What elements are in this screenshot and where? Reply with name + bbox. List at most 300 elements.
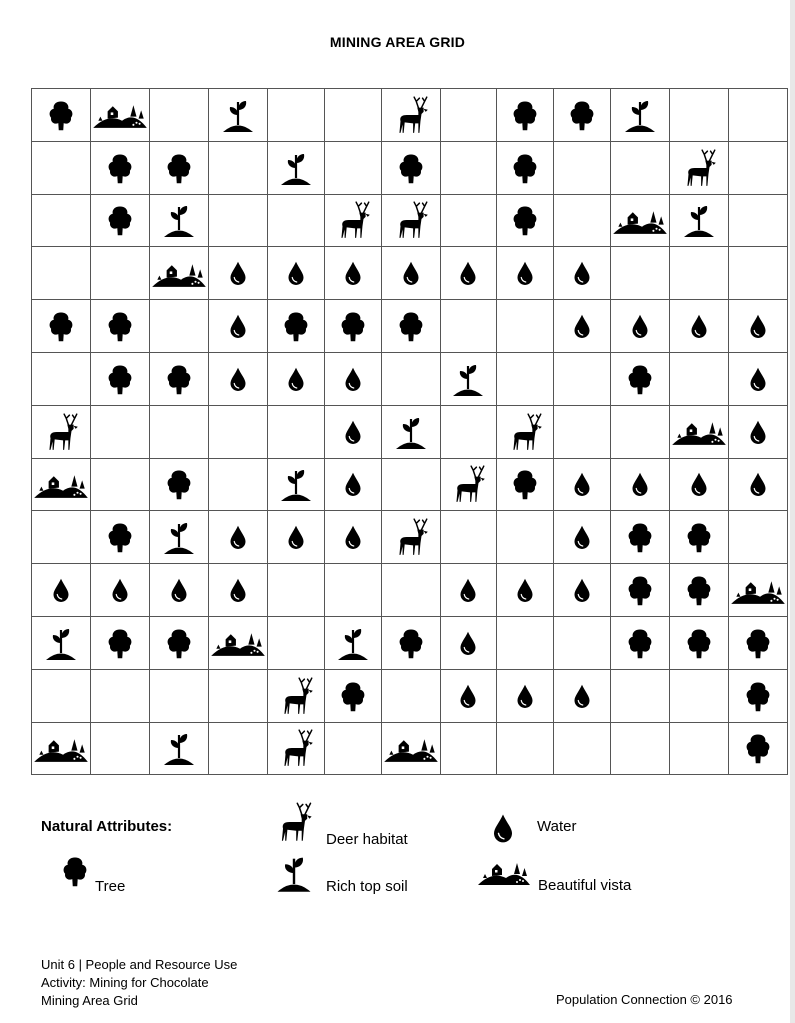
- grid-cell: [728, 722, 787, 775]
- legend-item-tree: [57, 852, 125, 895]
- grid-cell: [381, 616, 440, 669]
- legend-item-water: [485, 810, 576, 851]
- grid-cell: [324, 194, 381, 247]
- grid-cell: [381, 722, 440, 775]
- vista-icon: [150, 257, 208, 290]
- legend-item-soil: [272, 851, 408, 900]
- grid-cell: [324, 89, 381, 142]
- grid-cell: [324, 141, 381, 194]
- vista-icon: [729, 574, 787, 607]
- grid-cell: [324, 564, 381, 617]
- tree-icon: [91, 150, 149, 186]
- legend-label-tree: Tree: [95, 878, 126, 895]
- water-icon: [554, 681, 610, 711]
- tree-icon: [32, 308, 90, 344]
- deer-icon: [497, 411, 553, 453]
- tree-icon: [150, 150, 208, 186]
- grid-cell: [268, 247, 325, 300]
- grid-cell: [32, 89, 91, 142]
- grid-row: [32, 194, 788, 247]
- grid-cell: [554, 405, 611, 458]
- grid-cell: [32, 141, 91, 194]
- grid-cell: [209, 722, 268, 775]
- water-icon: [554, 311, 610, 341]
- grid-cell: [91, 722, 150, 775]
- tree-icon: [670, 519, 728, 555]
- grid-cell: [440, 352, 497, 405]
- grid-cell: [440, 511, 497, 564]
- tree-icon: [268, 308, 324, 344]
- water-icon: [497, 681, 553, 711]
- grid-cell: [669, 405, 728, 458]
- deer-icon: [32, 411, 90, 453]
- grid-cell: [669, 247, 728, 300]
- grid-cell: [91, 458, 150, 511]
- grid-cell: [324, 511, 381, 564]
- grid-cell: [268, 352, 325, 405]
- grid-cell: [728, 669, 787, 722]
- vista-icon: [209, 626, 267, 659]
- footer-unit: Unit 6 | People and Resource Use: [41, 957, 238, 972]
- grid-cell: [268, 458, 325, 511]
- grid-cell: [32, 352, 91, 405]
- grid-cell: [150, 511, 209, 564]
- grid-cell: [91, 564, 150, 617]
- water-icon: [150, 575, 208, 605]
- grid-cell: [497, 300, 554, 353]
- grid-cell: [150, 564, 209, 617]
- grid-cell: [497, 141, 554, 194]
- grid-cell: [669, 352, 728, 405]
- grid-cell: [268, 89, 325, 142]
- soil-icon: [150, 517, 208, 557]
- tree-icon: [325, 678, 381, 714]
- grid-cell: [497, 89, 554, 142]
- grid-cell: [610, 247, 669, 300]
- grid-row: [32, 722, 788, 775]
- water-icon: [325, 522, 381, 552]
- grid-cell: [324, 669, 381, 722]
- tree-icon: [91, 308, 149, 344]
- vista-icon: [32, 468, 90, 501]
- tree-icon: [670, 572, 728, 608]
- water-icon: [554, 575, 610, 605]
- tree-icon: [554, 97, 610, 133]
- tree-icon: [497, 466, 553, 502]
- water-icon: [729, 364, 787, 394]
- grid-cell: [728, 247, 787, 300]
- grid-cell: [91, 669, 150, 722]
- grid-cell: [554, 89, 611, 142]
- grid-cell: [554, 511, 611, 564]
- footer-info: [41, 956, 237, 1010]
- grid-cell: [209, 89, 268, 142]
- grid-cell: [610, 352, 669, 405]
- vista-icon: [476, 856, 532, 893]
- tree-icon: [670, 625, 728, 661]
- grid-cell: [324, 458, 381, 511]
- grid-cell: [440, 89, 497, 142]
- soil-icon: [325, 623, 381, 663]
- grid-cell: [150, 247, 209, 300]
- grid-cell: [268, 669, 325, 722]
- grid-cell: [728, 89, 787, 142]
- water-icon: [209, 311, 267, 341]
- vista-icon: [611, 204, 669, 237]
- legend-item-vista: [476, 855, 631, 894]
- grid-cell: [209, 352, 268, 405]
- water-icon: [209, 522, 267, 552]
- grid-row: [32, 405, 788, 458]
- grid-cell: [440, 564, 497, 617]
- grid-cell: [381, 669, 440, 722]
- water-icon: [611, 469, 669, 499]
- grid-cell: [209, 669, 268, 722]
- grid-cell: [440, 616, 497, 669]
- grid-cell: [610, 458, 669, 511]
- grid-cell: [150, 616, 209, 669]
- grid-cell: [554, 194, 611, 247]
- grid-cell: [150, 194, 209, 247]
- grid-cell: [91, 247, 150, 300]
- grid-row: [32, 511, 788, 564]
- grid-cell: [268, 405, 325, 458]
- grid-row: [32, 616, 788, 669]
- grid-row: [32, 352, 788, 405]
- water-icon: [485, 810, 521, 851]
- legend-label-soil: Rich top soil: [326, 878, 408, 895]
- soil-icon: [209, 95, 267, 135]
- grid-cell: [150, 669, 209, 722]
- grid-cell: [669, 141, 728, 194]
- grid-cell: [440, 458, 497, 511]
- grid-cell: [610, 722, 669, 775]
- deer-icon: [268, 727, 324, 769]
- grid-cell: [324, 300, 381, 353]
- water-icon: [497, 258, 553, 288]
- tree-icon: [91, 625, 149, 661]
- grid-cell: [497, 247, 554, 300]
- grid-cell: [209, 405, 268, 458]
- grid-cell: [497, 194, 554, 247]
- water-icon: [729, 417, 787, 447]
- grid-cell: [610, 300, 669, 353]
- water-icon: [670, 469, 728, 499]
- soil-icon: [268, 148, 324, 188]
- grid-cell: [381, 511, 440, 564]
- grid-cell: [728, 511, 787, 564]
- grid-cell: [91, 141, 150, 194]
- grid-cell: [610, 89, 669, 142]
- grid-row: [32, 669, 788, 722]
- grid-cell: [440, 300, 497, 353]
- grid-cell: [209, 247, 268, 300]
- grid-cell: [440, 247, 497, 300]
- water-icon: [91, 575, 149, 605]
- water-icon: [268, 258, 324, 288]
- grid-cell: [150, 352, 209, 405]
- page-edge: [790, 0, 795, 1023]
- grid-cell: [32, 511, 91, 564]
- mining-area-grid: [31, 88, 788, 775]
- deer-icon: [272, 800, 316, 849]
- grid-cell: [150, 405, 209, 458]
- grid-cell: [32, 300, 91, 353]
- soil-icon: [670, 200, 728, 240]
- grid-cell: [728, 405, 787, 458]
- soil-icon: [272, 851, 316, 900]
- vista-icon: [670, 415, 728, 448]
- grid-cell: [440, 722, 497, 775]
- grid-cell: [381, 458, 440, 511]
- grid-cell: [554, 458, 611, 511]
- deer-icon: [670, 147, 728, 189]
- water-icon: [441, 575, 497, 605]
- grid-cell: [728, 300, 787, 353]
- tree-icon: [57, 853, 93, 894]
- grid-cell: [91, 300, 150, 353]
- grid-cell: [497, 511, 554, 564]
- legend-label-deer: Deer habitat: [326, 831, 408, 848]
- grid-cell: [554, 141, 611, 194]
- grid-cell: [150, 89, 209, 142]
- grid-cell: [381, 141, 440, 194]
- tree-icon: [382, 150, 440, 186]
- water-icon: [670, 311, 728, 341]
- vista-icon: [382, 732, 440, 765]
- grid-cell: [497, 669, 554, 722]
- grid-cell: [91, 89, 150, 142]
- tree-icon: [91, 202, 149, 238]
- grid-cell: [381, 194, 440, 247]
- grid-cell: [381, 405, 440, 458]
- grid-cell: [150, 141, 209, 194]
- water-icon: [209, 364, 267, 394]
- grid-cell: [554, 352, 611, 405]
- tree-icon: [729, 730, 787, 766]
- grid-row: [32, 300, 788, 353]
- grid-cell: [209, 300, 268, 353]
- grid-cell: [610, 405, 669, 458]
- grid-cell: [610, 194, 669, 247]
- grid-cell: [381, 300, 440, 353]
- grid-cell: [32, 669, 91, 722]
- deer-icon: [325, 199, 381, 241]
- tree-icon: [150, 625, 208, 661]
- grid-row: [32, 564, 788, 617]
- water-icon: [554, 258, 610, 288]
- grid-row: [32, 141, 788, 194]
- water-icon: [554, 469, 610, 499]
- grid-cell: [32, 564, 91, 617]
- grid-cell: [209, 141, 268, 194]
- grid-cell: [268, 722, 325, 775]
- grid-cell: [32, 247, 91, 300]
- tree-icon: [382, 625, 440, 661]
- grid-cell: [497, 458, 554, 511]
- grid-cell: [728, 352, 787, 405]
- grid-cell: [669, 458, 728, 511]
- footer-activity: Activity: Mining for Chocolate: [41, 975, 209, 990]
- grid-cell: [440, 194, 497, 247]
- grid-cell: [669, 89, 728, 142]
- legend-title: Natural Attributes:: [41, 818, 173, 835]
- water-icon: [611, 311, 669, 341]
- tree-icon: [611, 572, 669, 608]
- legend-label-water: Water: [537, 818, 577, 835]
- grid-cell: [440, 669, 497, 722]
- grid-row: [32, 247, 788, 300]
- grid-cell: [91, 616, 150, 669]
- grid-cell: [554, 300, 611, 353]
- grid-cell: [554, 616, 611, 669]
- grid-cell: [381, 352, 440, 405]
- grid-cell: [440, 405, 497, 458]
- grid-cell: [150, 722, 209, 775]
- water-icon: [441, 681, 497, 711]
- grid-cell: [32, 616, 91, 669]
- grid-cell: [268, 616, 325, 669]
- water-icon: [32, 575, 90, 605]
- grid-cell: [381, 89, 440, 142]
- grid-cell: [728, 194, 787, 247]
- soil-icon: [268, 464, 324, 504]
- grid-cell: [91, 405, 150, 458]
- page-title: MINING AREA GRID: [329, 34, 466, 50]
- water-icon: [209, 575, 267, 605]
- tree-icon: [611, 625, 669, 661]
- grid-cell: [669, 722, 728, 775]
- grid-cell: [669, 300, 728, 353]
- grid-row: [32, 458, 788, 511]
- grid-cell: [728, 141, 787, 194]
- tree-icon: [497, 150, 553, 186]
- grid-cell: [268, 141, 325, 194]
- soil-icon: [32, 623, 90, 663]
- grid-cell: [497, 616, 554, 669]
- grid-cell: [209, 511, 268, 564]
- tree-icon: [32, 97, 90, 133]
- tree-icon: [729, 625, 787, 661]
- grid-cell: [32, 458, 91, 511]
- soil-icon: [150, 200, 208, 240]
- vista-icon: [32, 732, 90, 765]
- water-icon: [441, 628, 497, 658]
- legend-label-vista: Beautiful vista: [538, 877, 632, 894]
- grid-cell: [324, 722, 381, 775]
- grid-cell: [209, 458, 268, 511]
- grid-cell: [324, 616, 381, 669]
- deer-icon: [382, 199, 440, 241]
- grid-cell: [554, 564, 611, 617]
- grid-cell: [669, 511, 728, 564]
- tree-icon: [611, 519, 669, 555]
- water-icon: [325, 258, 381, 288]
- grid-cell: [610, 669, 669, 722]
- water-icon: [325, 364, 381, 394]
- grid-cell: [554, 247, 611, 300]
- grid-cell: [268, 300, 325, 353]
- grid-cell: [554, 722, 611, 775]
- tree-icon: [325, 308, 381, 344]
- grid-cell: [268, 564, 325, 617]
- footer-copyright: Population Connection © 2016: [556, 992, 733, 1007]
- water-icon: [497, 575, 553, 605]
- tree-icon: [150, 361, 208, 397]
- soil-icon: [441, 359, 497, 399]
- vista-icon: [91, 98, 149, 131]
- grid-cell: [268, 511, 325, 564]
- water-icon: [729, 469, 787, 499]
- water-icon: [441, 258, 497, 288]
- grid-cell: [268, 194, 325, 247]
- grid-cell: [32, 194, 91, 247]
- water-icon: [268, 364, 324, 394]
- soil-icon: [611, 95, 669, 135]
- deer-icon: [268, 675, 324, 717]
- legend-item-deer: [272, 800, 408, 849]
- deer-icon: [382, 516, 440, 558]
- grid-cell: [497, 722, 554, 775]
- water-icon: [209, 258, 267, 288]
- footer-doc-name: Mining Area Grid: [41, 993, 138, 1008]
- deer-icon: [382, 94, 440, 136]
- grid-cell: [91, 194, 150, 247]
- grid-cell: [324, 352, 381, 405]
- grid-cell: [669, 616, 728, 669]
- grid-cell: [209, 564, 268, 617]
- deer-icon: [441, 463, 497, 505]
- grid-cell: [381, 247, 440, 300]
- grid-cell: [610, 616, 669, 669]
- grid-cell: [381, 564, 440, 617]
- water-icon: [268, 522, 324, 552]
- grid-row: [32, 89, 788, 142]
- water-icon: [729, 311, 787, 341]
- tree-icon: [497, 202, 553, 238]
- tree-icon: [497, 97, 553, 133]
- grid-cell: [209, 194, 268, 247]
- grid-cell: [32, 722, 91, 775]
- grid-cell: [669, 194, 728, 247]
- tree-icon: [611, 361, 669, 397]
- grid-cell: [91, 352, 150, 405]
- grid-cell: [669, 669, 728, 722]
- grid-cell: [150, 458, 209, 511]
- grid-cell: [324, 405, 381, 458]
- grid-cell: [728, 564, 787, 617]
- water-icon: [325, 417, 381, 447]
- soil-icon: [382, 412, 440, 452]
- tree-icon: [150, 466, 208, 502]
- grid-cell: [669, 564, 728, 617]
- tree-icon: [729, 678, 787, 714]
- grid-cell: [497, 564, 554, 617]
- grid-cell: [209, 616, 268, 669]
- grid-cell: [610, 511, 669, 564]
- grid-cell: [554, 669, 611, 722]
- grid-cell: [497, 405, 554, 458]
- tree-icon: [382, 308, 440, 344]
- soil-icon: [150, 728, 208, 768]
- tree-icon: [91, 519, 149, 555]
- water-icon: [382, 258, 440, 288]
- grid-cell: [610, 564, 669, 617]
- grid-cell: [728, 458, 787, 511]
- grid-cell: [324, 247, 381, 300]
- grid-cell: [728, 616, 787, 669]
- grid-cell: [440, 141, 497, 194]
